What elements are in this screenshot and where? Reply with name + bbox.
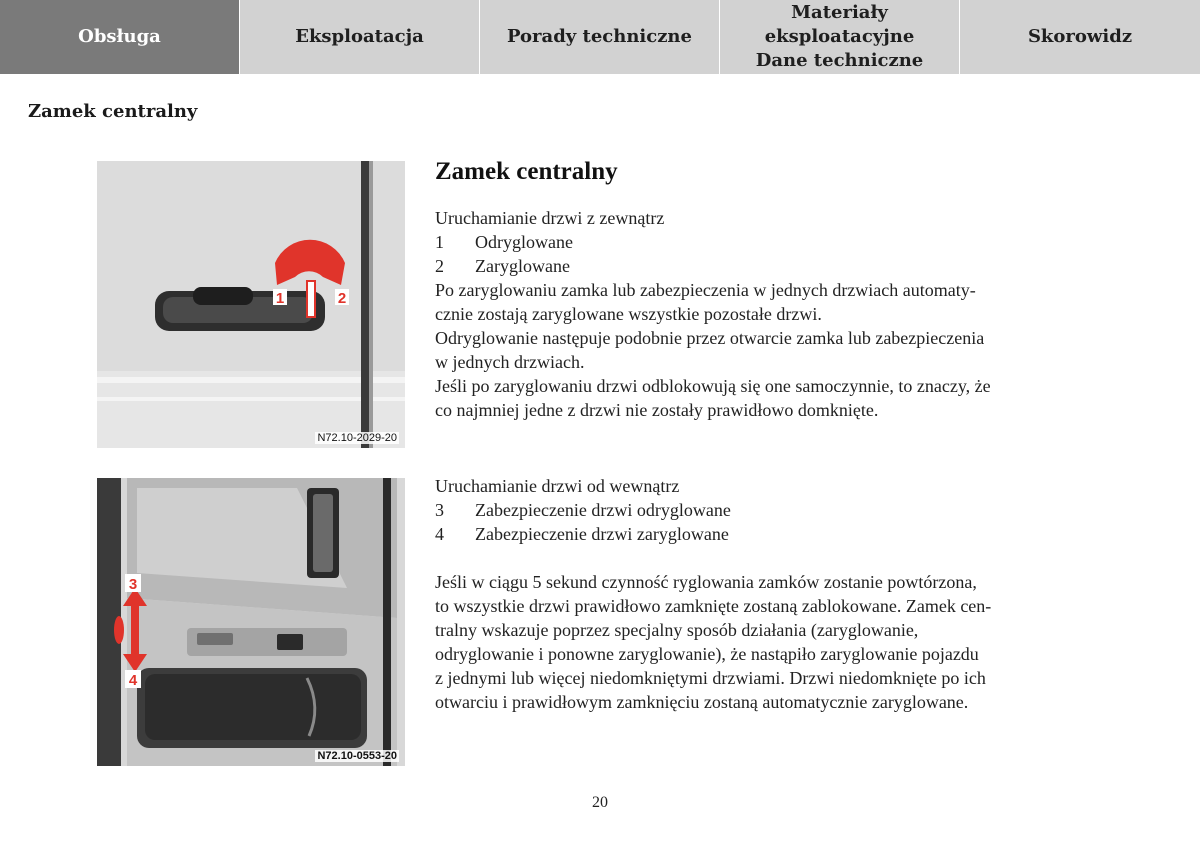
callout-1: 1 [275, 290, 285, 307]
tab-porady-techniczne[interactable]: Porady techniczne [480, 0, 720, 74]
body-line: Po zaryglowaniu zamka lub zabezpieczenia w jednych drzwiach automaty- [435, 280, 976, 300]
body-line: to wszystkie drzwi prawidłowo zamknięte zostaną zablokowane. Zamek cen- [435, 596, 992, 616]
item-text: Zabezpieczenie drzwi zaryglowane [475, 524, 729, 544]
item-number: 4 [435, 524, 444, 544]
list-item [435, 230, 1075, 254]
top-nav [0, 0, 1200, 74]
content-inside [435, 474, 1075, 714]
content-outside [435, 158, 1075, 422]
body-line: Jeśli po zaryglowaniu drzwi odblokowują się one samoczynnie, to znaczy, że [435, 376, 991, 396]
body-line: Jeśli w ciągu 5 sekund czynność ryglowania zamków zostanie powtórzona, [435, 572, 977, 592]
list-item [435, 522, 1075, 546]
page-number: 20 [592, 794, 608, 811]
tab-materialy-dane[interactable]: Materiały eksploatacyjne Dane techniczne [720, 0, 960, 74]
body-line: tralny wskazuje poprzez specjalny sposób działania (zaryglowanie, [435, 620, 919, 640]
callout-2: 2 [337, 290, 347, 307]
item-text: Zabezpieczenie drzwi odryglowane [475, 500, 731, 520]
item-number: 2 [435, 256, 444, 276]
figure-code: N72.10-2029-20 [317, 432, 397, 444]
item-text: Zaryglowane [475, 256, 570, 276]
figure-code: N72.10-0553-20 [317, 750, 397, 762]
tab-skorowidz[interactable]: Skorowidz [960, 0, 1200, 74]
body-line: Odryglowanie następuje podobnie przez otwarcie zamka lub zabezpieczenia [435, 328, 985, 348]
tab-eksploatacja[interactable]: Eksploatacja [240, 0, 480, 74]
body-line: z jednymi lub więcej niedomkniętymi drzwiami. Drzwi niedomknięte po ich [435, 668, 986, 688]
callout-3: 3 [128, 576, 138, 593]
body-line: w jednych drzwiach. [435, 352, 585, 372]
figure-interior-door [97, 478, 405, 766]
callout-4: 4 [128, 672, 138, 689]
body-line: cznie zostają zaryglowane wszystkie pozostałe drzwi. [435, 304, 822, 324]
body-line: odryglowanie i ponowne zaryglowanie), że nastąpiło zaryglowanie pojazdu [435, 644, 979, 664]
item-number: 3 [435, 500, 444, 520]
list-item [435, 254, 1075, 278]
body-line: co najmniej jedne z drzwi nie zostały prawidłowo domknięte. [435, 400, 879, 420]
list-item [435, 498, 1075, 522]
tab-obsluga[interactable]: Obsługa [0, 0, 240, 74]
section-title: Zamek centralny [28, 101, 198, 122]
inside-intro: Uruchamianie drzwi od wewnątrz [435, 476, 680, 496]
exterior-handle-illustration [97, 161, 405, 448]
interior-door-illustration [97, 478, 405, 766]
figure-exterior-handle [97, 161, 405, 448]
item-number: 1 [435, 232, 444, 252]
item-text: Odryglowane [475, 232, 573, 252]
content-heading: Zamek centralny [435, 158, 618, 185]
outside-intro: Uruchamianie drzwi z zewnątrz [435, 208, 665, 228]
body-line: otwarciu i prawidłowym zamknięciu zostaną automatycznie zaryglowane. [435, 692, 969, 712]
